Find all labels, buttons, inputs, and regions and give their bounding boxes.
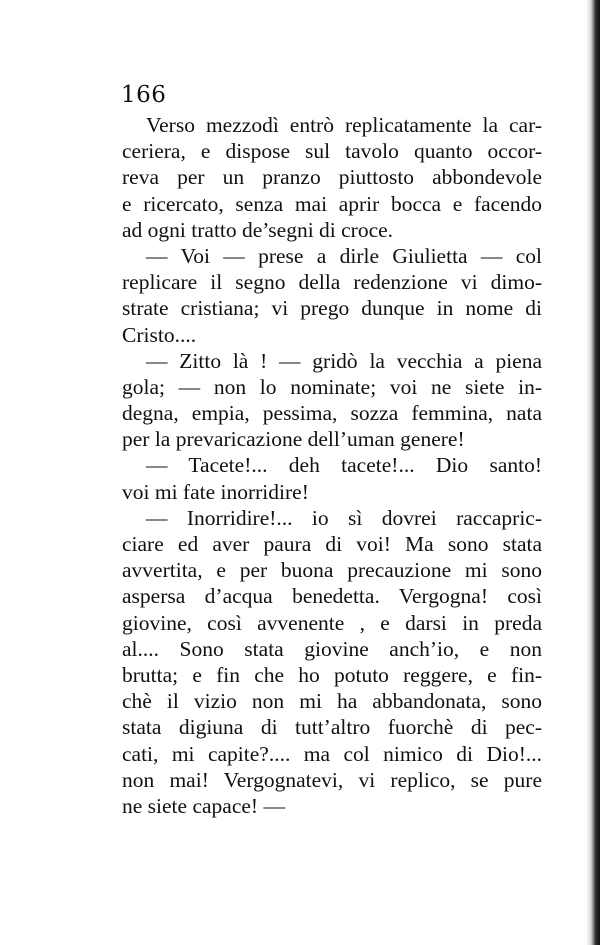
text-line: ceriera, e dispose sul tavolo quanto occor- <box>122 139 542 164</box>
text-line: — Inorridire!... io sì dovrei raccapric- <box>146 505 542 530</box>
body-text <box>122 112 542 819</box>
text-line: Verso mezzodì entrò replicatamente la car- <box>146 113 542 137</box>
text-line: al.... Sono stata giovine anch’io, e non <box>122 636 542 661</box>
text-line: ciare ed aver paura di voi! Ma sono stata <box>122 532 542 556</box>
text-line: gola; — non lo nominate; voi ne siete in- <box>122 374 542 399</box>
text-line: ne siete capace! — <box>122 793 285 818</box>
text-line: stata digiuna di tutt’altro fuorchè di pec- <box>122 715 542 740</box>
text-line: giovine, così avvenente , e darsi in preda <box>122 610 542 635</box>
text-line: strate cristiana; vi prego dunque in nome di <box>122 296 542 321</box>
text-line: — Zitto là ! — gridò la vecchia a piena <box>146 348 542 373</box>
text-line: reva per un pranzo piuttosto abbondevole <box>122 165 542 190</box>
text-line: aspersa d’acqua benedetta. Vergogna! così <box>122 584 542 609</box>
text-line: avvertita, e per buona precauzione mi sono <box>122 558 542 583</box>
text-line: voi mi fate inorridire! <box>122 479 309 504</box>
page-number: 166 <box>121 82 167 108</box>
text-line: — Voi — prese a dirle Giulietta — col <box>146 243 542 268</box>
text-line: chè il vizio non mi ha abbandonata, sono <box>122 689 542 714</box>
text-line: — Tacete!... deh tacete!... Dio santo! <box>146 453 542 478</box>
text-line: degna, empia, pessima, sozza femmina, nata <box>122 401 542 426</box>
text-line: non mai! Vergognatevi, vi replico, se pure <box>122 767 542 792</box>
text-line: Cristo.... <box>122 322 197 347</box>
text-line: e ricercato, senza mai aprir bocca e facendo <box>122 191 542 216</box>
text-line: brutta; e fin che ho potuto reggere, e fin- <box>122 662 542 687</box>
page-edge-shadow <box>586 0 600 945</box>
text-line: ad ogni tratto de’segni di croce. <box>122 217 394 242</box>
text-line: replicare il segno della redenzione vi dimo- <box>122 270 542 295</box>
text-line: per la prevaricazione dell’uman genere! <box>122 427 465 452</box>
text-line: cati, mi capite?.... ma col nimico di Dio!... <box>122 741 542 766</box>
